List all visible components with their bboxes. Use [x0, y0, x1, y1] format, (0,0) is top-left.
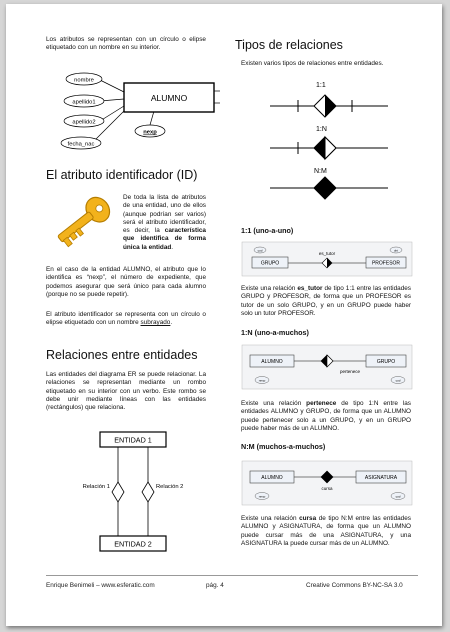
key-icon [46, 192, 118, 252]
entidad-1-label: ENTIDAD 1 [114, 435, 152, 445]
id-example-text: En el caso de la entidad ALUMNO, el atributo que lo identifica es “nexp”, el número de expediente, que podemos asegurar que será único para cada alumno (porque no se puede repetir). [46, 266, 206, 298]
attr-nombre: nombre [74, 77, 94, 84]
id-representation-text: El atributo identificador se representa con un círculo o elipse etiquetado con un nombre subrayado. [46, 311, 206, 327]
heading-tipos: Tipos de relaciones [235, 38, 343, 52]
svg-text:ALUMNO: ALUMNO [261, 475, 283, 481]
svg-text:ASIGNATURA: ASIGNATURA [364, 475, 398, 481]
svg-text:PROFESOR: PROFESOR [371, 260, 401, 267]
tipos-intro: Existen varios tipos de relaciones entre entidades. [241, 60, 384, 67]
intro-attributes-text: Los atributos se representan con un círculo o elipse etiquetado con un nombre en su interior. [46, 36, 206, 52]
heading-n-m: N:M (muchos-a-muchos) [241, 442, 326, 451]
attr-apellido2: apellido2 [72, 119, 96, 126]
svg-text:cod: cod [395, 378, 401, 383]
type-n-m-label: N:M [314, 168, 327, 175]
svg-text:nexp: nexp [258, 494, 266, 499]
relations-diagram [82, 426, 210, 558]
document-page [6, 4, 442, 626]
diagram-1-n [242, 345, 412, 389]
svg-text:GRUPO: GRUPO [260, 260, 280, 267]
text-1-1: Existe una relación es_tutor de tipo 1:1 entre las entidades GRUPO y PROFESOR, de forma que un PROFESOR es tutor de un solo GRUPO, y en un GRUPO puede haber solo un tutor PROFESOR. [241, 285, 411, 317]
attributes-diagram [54, 62, 224, 156]
svg-text:GRUPO: GRUPO [376, 359, 396, 365]
attr-apellido1: apellido1 [72, 99, 96, 106]
diagram-1-1 [242, 242, 412, 276]
heading-1-n: 1:N (uno-a-muchos) [241, 328, 309, 337]
relaciones-text: Las entidades del diagrama ER se puede relacionar. La relaciones se representan mediante un rombo etiquetado en su interior con un verbo. Este rombo se debe unir mediante líneas con las entidades (rectángulos) que relaciona. [46, 371, 206, 412]
footer-page-number: pág. 4 [206, 582, 224, 589]
type-1-1-label: 1:1 [316, 82, 326, 89]
svg-text:cursa: cursa [321, 486, 333, 491]
heading-relaciones: Relaciones entre entidades [46, 348, 198, 362]
svg-text:cod: cod [257, 248, 263, 253]
svg-text:nexp: nexp [258, 378, 266, 383]
relacion-1-diamond [112, 482, 124, 502]
footer-license: Creative Commons BY-NC-SA 3.0 [306, 582, 403, 589]
svg-text:cod: cod [395, 494, 401, 499]
relation-types-diagram [262, 78, 392, 208]
text-n-m: Existe una relación cursa de tipo N:M entre las entidades ALUMNO y ASIGNATURA, de forma que un ALUMNO puede cursar más de una ASIGNATURA, y una ASIGNATURA la puede cursar más de un ALUMNO. [241, 515, 411, 547]
heading-1-1: 1:1 (uno-a-uno) [241, 226, 294, 235]
relacion-2-diamond [142, 482, 154, 502]
id-definition-text: De toda la lista de atributos de una entidad, uno de ellos (aunque podrían ser varios) será el atributo identificador, es decir, la característica que identifica de forma única la entidad. [123, 194, 206, 251]
entity-alumno-label: ALUMNO [150, 93, 188, 103]
relacion-2-label: Relación 2 [156, 484, 184, 490]
diagram-n-m [242, 461, 412, 505]
svg-text:es_tutor: es_tutor [318, 251, 336, 256]
footer-rule [46, 575, 418, 576]
heading-id: El atributo identificador (ID) [46, 168, 198, 182]
attr-fecha-nac: fecha_nac [67, 141, 95, 148]
svg-text:ALUMNO: ALUMNO [261, 359, 283, 365]
attr-nexp-key: nexp [143, 129, 157, 136]
relacion-1-label: Relación 1 [82, 484, 110, 490]
type-1-n-label: 1:N [316, 126, 327, 133]
entidad-2-label: ENTIDAD 2 [114, 539, 152, 549]
svg-text:dni: dni [393, 248, 399, 253]
footer-author: Enrique Benimeli – www.esferatic.com [46, 582, 155, 589]
svg-text:pertenece: pertenece [340, 369, 361, 374]
text-1-n: Existe una relación pertenece de tipo 1:N entre las entidades ALUMNO y GRUPO, de forma que un ALUMNO puede pertenecer solo a un GRUPO, y en un GRUPO puede haber más de un ALUMNO. [241, 400, 411, 432]
